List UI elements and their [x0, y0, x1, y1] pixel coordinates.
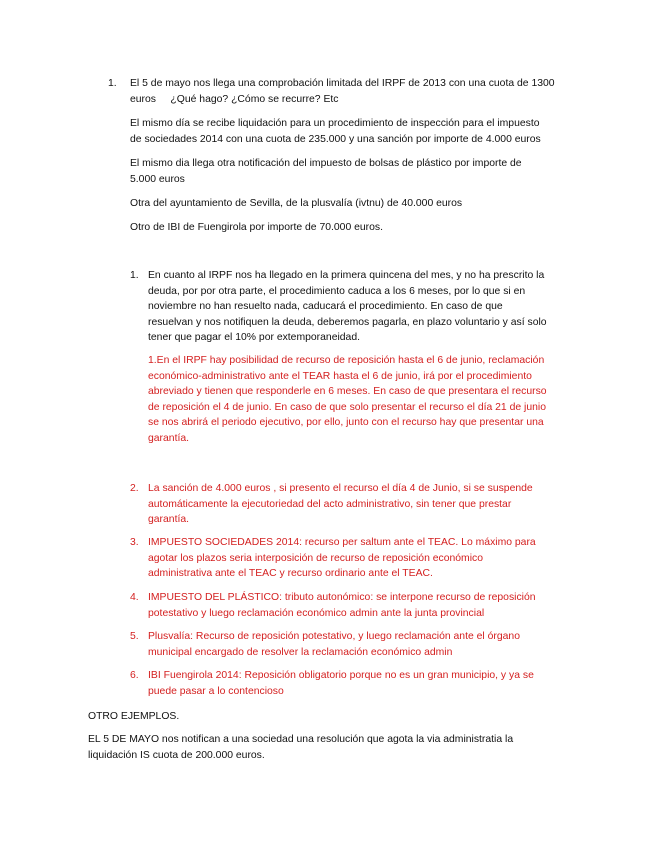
text-line: garantía. — [148, 432, 190, 444]
list-number: 2. — [130, 483, 139, 494]
ibi-paragraph: Otro de IBI de Fuengirola por importe de 70.000 euros. — [130, 222, 383, 233]
text-line: EL 5 DE MAYO nos notifican a una sociedad una resolución que agota la via administratia la — [88, 734, 514, 745]
text-line: de sociedades 2014 con una cuota de 235.000 y una sanción por importe de 4.000 euros — [130, 133, 541, 145]
text-line: liquidación IS cuota de 200.000 euros. — [88, 749, 265, 761]
text-line: puede pasar a lo contencioso — [148, 685, 284, 697]
irpf-answer-paragraph — [148, 268, 588, 346]
irpf-recurso-paragraph — [148, 353, 588, 447]
list-number: 1. — [130, 270, 139, 281]
text-line: se nos abrirá el periodo ejecutivo, por ello, junto con el recurso hay que presentar una — [148, 417, 544, 429]
text-line: La sanción de 4.000 euros , si presento el recurso el día 4 de Junio, si se suspende — [148, 483, 533, 494]
list-number: 5. — [130, 631, 139, 642]
text-line: El 5 de mayo nos llega una comprobación limitada del IRPF de 2013 con una cuota de 1300 — [130, 78, 555, 89]
text-line: automáticamente la ejecutoriedad del acto administrativo, sin tener que prestar — [148, 498, 512, 510]
text-line: económico-administrativo ante el TEAR hasta el 6 de junio, irá por el procedimiento — [148, 370, 532, 382]
text-line: garantía. — [148, 514, 190, 526]
otro-heading: OTRO EJEMPLOS. — [88, 711, 180, 722]
text-line: municipal encargado de resolver la reclamación económico admin — [148, 646, 453, 658]
text-line: En cuanto al IRPF nos ha llegado en la primera quincena del mes, y no ha prescrito la — [148, 270, 545, 281]
text-line: IBI Fuengirola 2014: Reposición obligatorio porque no es un gran municipio, y ya se — [148, 670, 534, 681]
text-line: potestativo y luego reclamación económico admin ante la junta provincial — [148, 607, 485, 619]
sociedades-paragraph — [130, 116, 590, 147]
text-line: tener que pagar el 10% por extemporaneidad. — [148, 332, 360, 344]
text-line: Plusvalía: Recurso de reposición potestativo, y luego reclamación ante el órgano — [148, 631, 520, 642]
text-line: resuelvan y nos notifiquen la deuda, deberemos pagarla, en plazo voluntario y así solo — [148, 316, 547, 328]
text-line: El mismo día se recibe liquidación para un procedimiento de inspección para el impuesto — [130, 118, 540, 129]
final-paragraph — [88, 732, 578, 763]
text-line: euros ¿Qué hago? ¿Cómo se recurre? Etc — [130, 93, 339, 105]
sevilla-paragraph: Otra del ayuntamiento de Sevilla, de la plusvalía (ivtnu) de 40.000 euros — [130, 198, 463, 209]
plastico-paragraph — [130, 156, 590, 187]
text-line: 1.En el IRPF hay posibilidad de recurso de reposición hasta el 6 de junio, reclamación — [148, 355, 545, 366]
text-line: 5.000 euros — [130, 173, 185, 185]
text-line: El mismo dia llega otra notificación del impuesto de bolsas de plástico por importe de — [130, 158, 522, 169]
text-line: IMPUESTO DEL PLÁSTICO: tributo autonómico: se interpone recurso de reposición — [148, 592, 536, 603]
text-line: noviembre no han resuelto nada, caducará el procedimiento. En caso de que — [148, 301, 503, 313]
list-number: 1. — [108, 78, 117, 89]
list-item — [148, 590, 588, 621]
text-line: agotar los plazos seria interposición de recurso de reposición económico — [148, 552, 483, 564]
list-number: 6. — [130, 670, 139, 681]
list-item — [148, 668, 588, 699]
text-line: IMPUESTO SOCIEDADES 2014: recurso per saltum ante el TEAC. Lo máximo para — [148, 537, 536, 548]
list-item — [148, 535, 588, 582]
list-number: 3. — [130, 537, 139, 548]
list-item — [148, 481, 588, 528]
question-paragraph — [130, 76, 590, 107]
text-line: deuda, por por otra parte, el procedimiento caduca a los 6 meses, por lo que si en — [148, 285, 526, 297]
text-line: abreviado y tienen que responderle en 6 meses. En caso de que presentara el recurso — [148, 386, 547, 398]
list-number: 4. — [130, 592, 139, 603]
list-item — [148, 629, 588, 660]
text-line: administrativa ante el TEAC y recurso ordinario ante el TEAC. — [148, 568, 433, 580]
text-line: de reposición el 4 de junio. En caso de que solo presentar el recurso el día 21 de junio — [148, 401, 546, 413]
